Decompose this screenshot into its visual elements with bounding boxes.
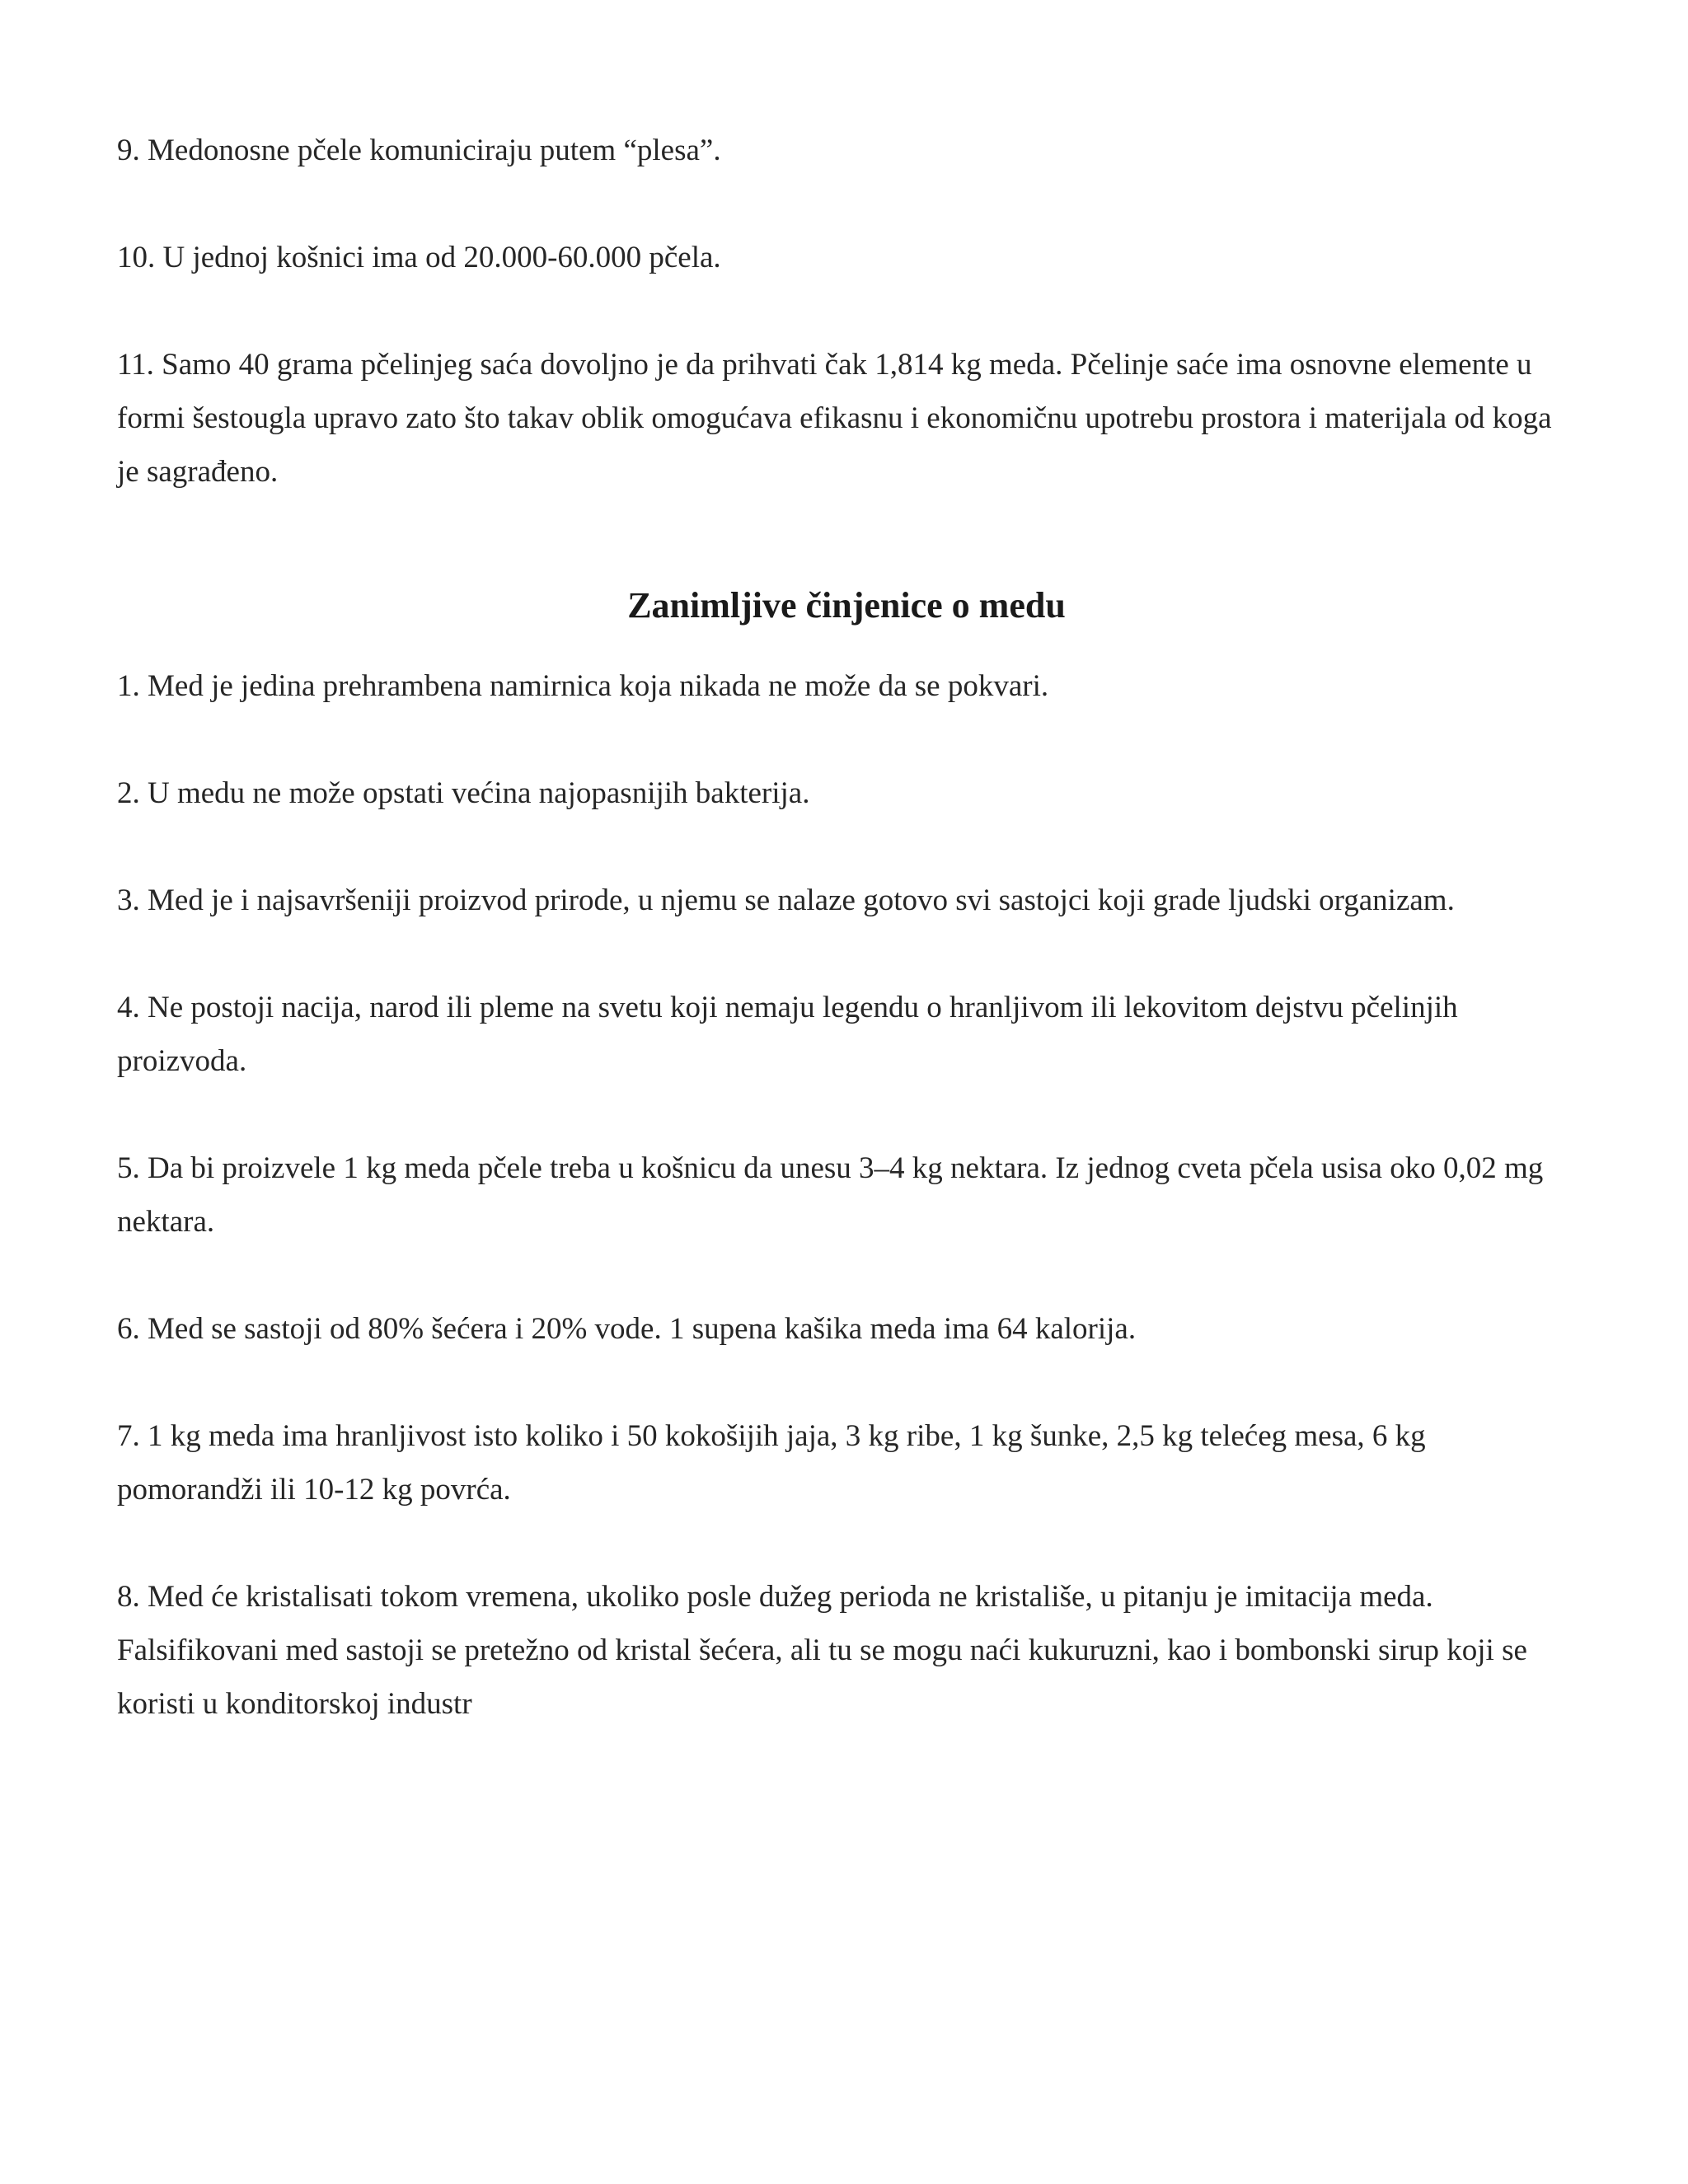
fact-item-bees-9: 9. Medonosne pčele komuniciraju putem “plesa”. xyxy=(117,134,721,167)
fact-item-honey-6: 6. Med se sastoji od 80% šećera i 20% vode. 1 supena kašika meda ima 64 kalorija. xyxy=(117,1312,1137,1346)
fact-item-honey-4: 4. Ne postoji nacija, narod ili pleme na svetu koji nemaju legendu o hranljivom ili lekovitom dejstvu pčelinjih proizvoda. xyxy=(117,991,1458,1078)
fact-item-honey-1: 1. Med je jedina prehrambena namirnica koja nikada ne može da se pokvari. xyxy=(117,669,1049,703)
fact-item-honey-8: 8. Med će kristalisati tokom vremena, ukoliko posle dužeg perioda ne kristališe, u pitanju je imitacija meda. Falsifikovani med sastoji se pretežno od kristal šećera, ali tu se mogu naći kukuruzni, kao i bombonski sirup koji se koristi u konditorskoj industr xyxy=(117,1580,1527,1721)
document-body xyxy=(117,124,1576,1784)
fact-item-bees-11: 11. Samo 40 grama pčelinjeg saća dovoljno je da prihvati čak 1,814 kg meda. Pčelinje saće ima osnovne elemente u formi šestougla upravo zato što takav oblik omogućava efikasnu i ekonomičnu upotrebu prostora i materijala od koga je sagrađeno. xyxy=(117,348,1552,489)
fact-item-honey-7: 7. 1 kg meda ima hranljivost isto koliko i 50 kokošijih jaja, 3 kg ribe, 1 kg šunke, 2,5 kg telećeg mesa, 6 kg pomorandži ili 10-12 kg povrća. xyxy=(117,1419,1426,1507)
fact-item-bees-10: 10. U jednoj košnici ima od 20.000-60.000 pčela. xyxy=(117,241,721,274)
fact-item-honey-2: 2. U medu ne može opstati većina najopasnijih bakterija. xyxy=(117,776,810,810)
fact-item-honey-5: 5. Da bi proizvele 1 kg meda pčele treba u košnicu da unesu 3–4 kg nektara. Iz jednog cveta pčela usisa oko 0,02 mg nektara. xyxy=(117,1151,1544,1239)
fact-item-honey-3: 3. Med je i najsavršeniji proizvod prirode, u njemu se nalaze gotovo svi sastojci koji grade ljudski organizam. xyxy=(117,883,1455,917)
section-heading: Zanimljive činjenice o medu xyxy=(627,585,1066,626)
